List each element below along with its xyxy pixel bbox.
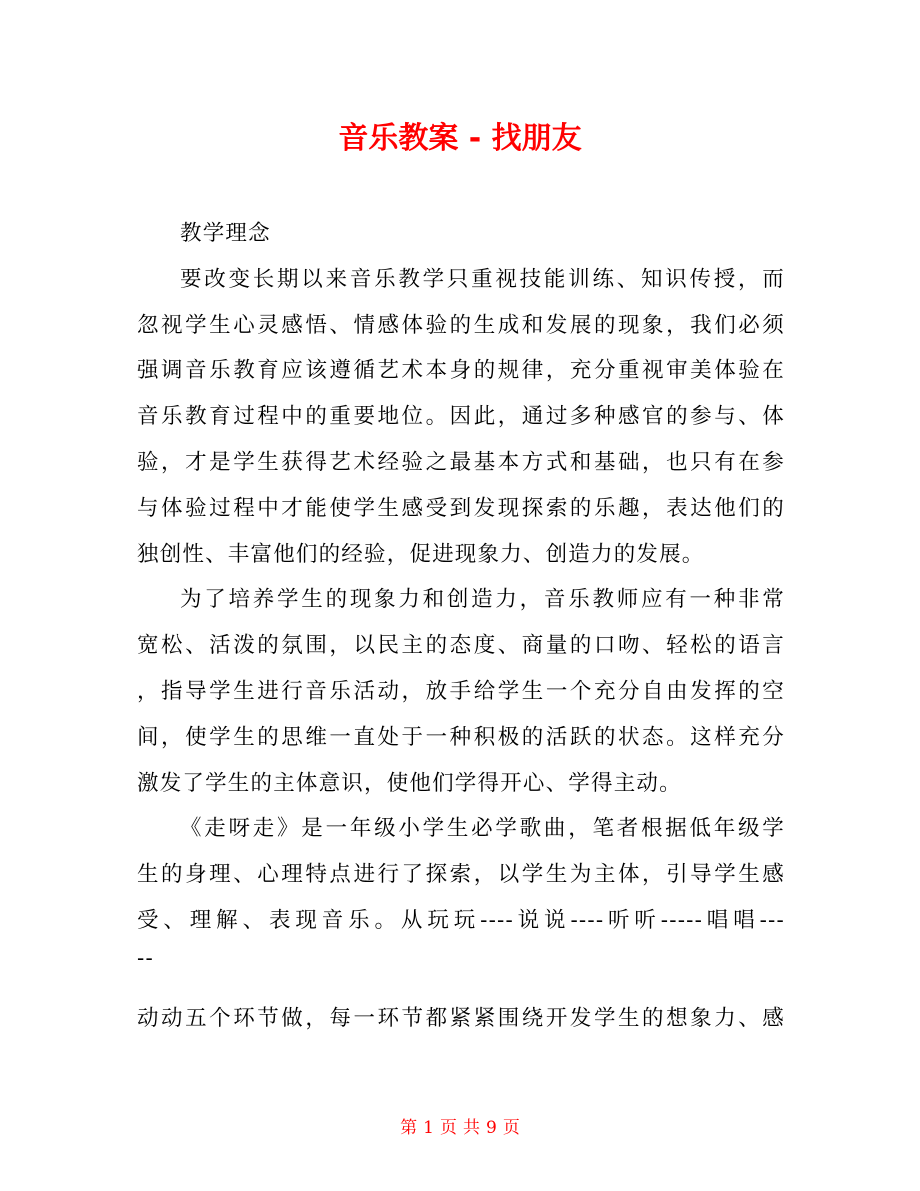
text-line-10: 宽松、活泼的氛围，以民主的态度、商量的口吻、轻松的语言: [137, 633, 785, 659]
footer-suffix: 页: [502, 1118, 520, 1138]
text-line-2: 要改变长期以来音乐教学只重视技能训练、知识传授，而: [180, 266, 785, 292]
document-body: [137, 211, 785, 1042]
footer-prefix: 第: [400, 1118, 418, 1138]
text-line-8: 独创性、丰富他们的经验，促进现象力、创造力的发展。: [137, 541, 705, 567]
text-line-18: 动动五个环节做，每一环节都紧紧围绕开发学生的想象力、感: [137, 1005, 785, 1031]
page-footer: [0, 1113, 920, 1138]
footer-total-prefix: 共: [463, 1118, 480, 1138]
text-line-12: 间，使学生的思维一直处于一种积极的活跃的状态。这样充分: [137, 724, 785, 750]
text-line-17: --: [137, 945, 154, 971]
text-line-15: 生的身理、心理特点进行了探索，以学生为主体，引导学生感: [137, 862, 785, 888]
text-line-13: 激发了学生的主体意识，使他们学得开心、学得主动。: [137, 770, 682, 796]
text-line-9: 为了培养学生的现象力和创造力，音乐教师应有一种非常: [180, 587, 785, 613]
text-line-14: 《走呀走》是一年级小学生必学歌曲，笔者根据低年级学: [180, 816, 785, 842]
text-line-7: 与体验过程中才能使学生感受到发现探索的乐趣，表达他们的: [137, 495, 785, 521]
text-line-5: 音乐教育过程中的重要地位。因此，通过多种感官的参与、体: [137, 404, 785, 430]
text-line-3: 忽视学生心灵感悟、情感体验的生成和发展的现象，我们必须: [137, 312, 785, 338]
footer-page-label: 页: [440, 1118, 457, 1138]
text-line-6: 验，才是学生获得艺术经验之最基本方式和基础，也只有在参: [137, 449, 785, 475]
footer-current-page: 1: [423, 1118, 434, 1138]
text-line-16: 受、理解、表现音乐。从玩玩----说说----听听-----唱唱---: [137, 907, 785, 933]
text-line-1: 教学理念: [180, 221, 271, 246]
page-title: 音乐教案 - 找朋友: [338, 121, 582, 156]
text-line-11: ，指导学生进行音乐活动，放手给学生一个充分自由发挥的空: [137, 678, 785, 704]
footer-total-pages: 9: [486, 1118, 497, 1138]
text-line-4: 强调音乐教育应该遵循艺术本身的规律，充分重视审美体验在: [137, 358, 785, 384]
